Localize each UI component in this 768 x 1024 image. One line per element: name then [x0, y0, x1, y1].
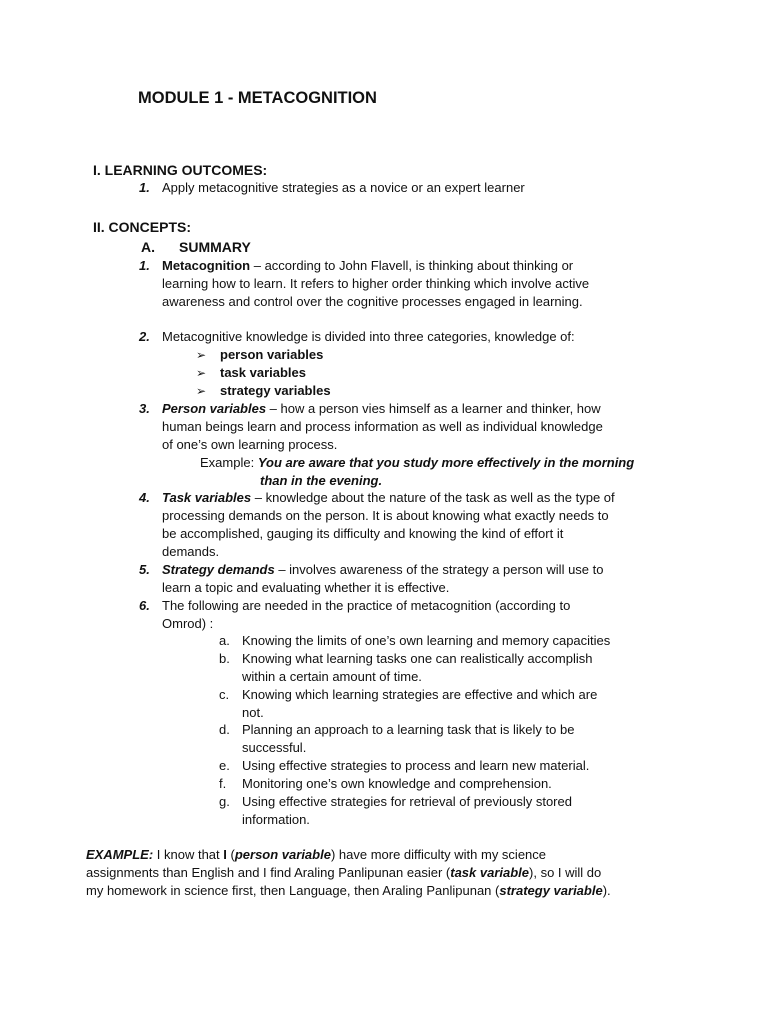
outcome-number: 1.: [139, 180, 150, 195]
item3-line1: Person variables – how a person vies himself as a learner and thinker, how: [162, 401, 601, 416]
item4-line3: be accomplished, gauging its difficulty and knowing the kind of effort it: [162, 526, 564, 541]
item3-line2: human beings learn and process information as well as individual knowledge: [162, 419, 603, 434]
item6-line1: The following are needed in the practice of metacognition (according to: [162, 598, 571, 613]
example-text: You are aware that you study more effectively in the morning: [257, 455, 635, 470]
subitem-g-text: Using effective strategies for retrieval of previously stored: [242, 794, 572, 809]
subitem-letter: f.: [219, 776, 227, 791]
summary-letter: A.: [141, 239, 155, 255]
bullet-person-variables: person variables: [220, 347, 324, 362]
arrow-bullet-icon: ➢: [196, 366, 207, 380]
concepts-heading: II. CONCEPTS:: [93, 219, 192, 235]
item-number: 6.: [139, 598, 150, 613]
arrow-bullet-icon: ➢: [196, 384, 207, 398]
bullet-task-variables: task variables: [220, 365, 307, 380]
item-number: 1.: [139, 258, 150, 273]
subitem-c-text-cont: not.: [242, 705, 264, 720]
subitem-b-text: Knowing what learning tasks one can realistically accomplish: [242, 651, 593, 666]
item3-example-line2: than in the evening.: [260, 473, 383, 488]
subitem-f-text: Monitoring one’s own knowledge and comprehension.: [242, 776, 552, 791]
subitem-d-text: Planning an approach to a learning task that is likely to be: [242, 722, 575, 737]
subitem-b-text-cont: within a certain amount of time.: [242, 669, 422, 684]
summary-heading: SUMMARY: [179, 239, 251, 255]
subitem-letter: a.: [219, 633, 230, 648]
outcome-text: Apply metacognitive strategies as a novice or an expert learner: [162, 180, 525, 195]
example-label: Example:: [200, 455, 258, 470]
item-number: 5.: [139, 562, 150, 577]
term-task-variables: Task variables: [162, 490, 252, 505]
term-metacognition: Metacognition: [162, 258, 251, 273]
item4-line1: Task variables – knowledge about the nature of the task as well as the type of: [162, 490, 615, 505]
item-number: 3.: [139, 401, 150, 416]
example-paragraph-line1: EXAMPLE: I know that I (person variable) have more difficulty with my science: [86, 847, 547, 862]
item4-line4: demands.: [162, 544, 220, 559]
learning-outcomes-heading: I. LEARNING OUTCOMES:: [93, 162, 268, 178]
item1-line3: awareness and control over the cognitive processes engaged in learning.: [162, 294, 583, 309]
subitem-letter: c.: [219, 687, 230, 702]
term-strategy-demands: Strategy demands: [162, 562, 275, 577]
item1-line2: learning how to learn. It refers to higher order thinking which involve active: [162, 276, 590, 291]
subitem-letter: g.: [219, 794, 230, 809]
item3-line3: of one’s own learning process.: [162, 437, 338, 452]
item-number: 4.: [139, 490, 150, 505]
subitem-e-text: Using effective strategies to process and learn new material.: [242, 758, 590, 773]
subitem-g-text-cont: information.: [242, 812, 310, 827]
example-paragraph-line3: my homework in science first, then Language, then Araling Panlipunan (strategy variable).: [86, 883, 611, 898]
arrow-bullet-icon: ➢: [196, 348, 207, 362]
subitem-a-text: Knowing the limits of one’s own learning and memory capacities: [242, 633, 611, 648]
example-paragraph-line2: assignments than English and I find Araling Panlipunan easier (task variable), so I will do: [86, 865, 602, 880]
item2-text: Metacognitive knowledge is divided into three categories, knowledge of:: [162, 329, 575, 344]
subitem-letter: d.: [219, 722, 230, 737]
example-paragraph-label: EXAMPLE:: [86, 847, 154, 862]
subitem-letter: e.: [219, 758, 230, 773]
subitem-letter: b.: [219, 651, 230, 666]
item6-line2: Omrod) :: [162, 616, 214, 631]
item-number: 2.: [139, 329, 150, 344]
bullet-strategy-variables: strategy variables: [220, 383, 331, 398]
subitem-c-text: Knowing which learning strategies are effective and which are: [242, 687, 598, 702]
item4-line2: processing demands on the person. It is about knowing what exactly needs to: [162, 508, 609, 523]
item3-example-line1: [200, 454, 634, 472]
item5-line1: Strategy demands – involves awareness of the strategy a person will use to: [162, 562, 604, 577]
item1-line1: Metacognition – according to John Flavell, is thinking about thinking or: [162, 258, 574, 273]
term-person-variables: Person variables: [162, 401, 267, 416]
item5-line2: learn a topic and evaluating whether it is effective.: [162, 580, 450, 595]
page-title: MODULE 1 - METACOGNITION: [138, 89, 377, 107]
subitem-d-text-cont: successful.: [242, 740, 307, 755]
